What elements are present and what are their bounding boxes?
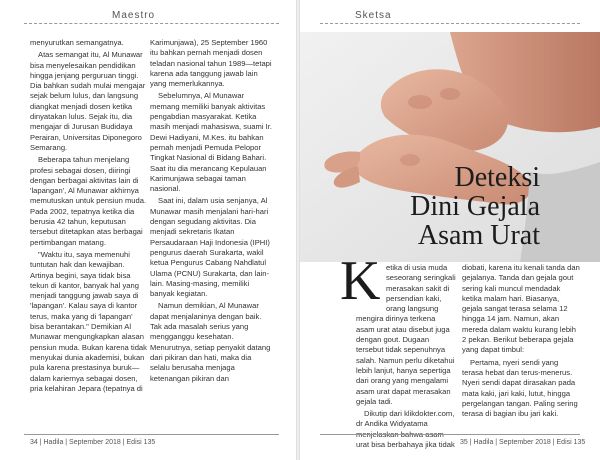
paragraph: Beberapa tahun menjelang profesi sebagai dosen, diiringi dengan berbagai aktivitas lain di 'lapangan', Al Munawar akhirnya memutuskan untuk pensiun muda. Pada 2002, tepatnya ketika dia berusia 42 tahun, keputusan tersebut ditetapkan atas berbagai pertimbangan matang. [30, 155, 147, 247]
section-label-sketsa: Sketsa [355, 10, 392, 21]
page-footer: 35 | Hadila | September 2018 | Edisi 135 [460, 439, 586, 446]
paragraph: Saat ini, dalam usia senjanya, Al Munawar masih menjalani hari-hari dengan segudang aktivitas. Dia menjadi sekretaris Ikatan Persaudaraan Haji Indonesia (IPHI) pengurus daerah Surakarta, wakil ketua Pengurus Cabang Nahdlatul Ulama (PCNU) Surakarta, dan lain-lain. Masing-masing, memiliki banyak kegiatan. [150, 196, 270, 299]
paragraph: "Waktu itu, saya memenuhi tuntutan hak dan kewajiban. Artinya begini, saya tidak bisa tekun di kantor, banyak hal yang menjadi tanggung jawab saya di 'lapangan'. Kalau saya di kantor terus, maka yang di 'lapangan' bisa berantakan." Demikian Al Munawar mengungkapkan alasan pensiun muda. Bukan karena tidak menyukai dunia akademisi, bukan pula karena prestasinya buruk—dalam kariernya sebagai dosen, pria kelahiran Jepara (tepatnya di [30, 249, 147, 393]
text-line: seseorang seringkali [386, 273, 456, 283]
right-column-2 [462, 263, 580, 421]
text-line: orang langsung [386, 304, 439, 314]
section-label-maestro: Maestro [112, 10, 156, 21]
paragraph: diobati, karena itu kenali tanda dan gejalanya. Tanda dan gejala gout sering kali muncul mendadak ketika malam hari. Biasanya, gejala sangat terasa selama 12 hingga 14 jam. Namun, akan mereda dalam waktu kurang lebih 2 pekan. Berikut beberapa gejala yang dapat timbul: [462, 263, 580, 355]
text-line: etika di usia muda [386, 263, 448, 272]
title-line: Deteksi [454, 162, 540, 193]
title-line: Asam Urat [417, 220, 540, 251]
text-line: persendian kaki, [386, 293, 442, 303]
left-page [0, 0, 296, 460]
footer-rule [320, 434, 580, 435]
article-title [340, 163, 540, 250]
footer-rule [24, 434, 279, 435]
title-line: Dini Gejala [410, 191, 540, 222]
text-line: merasakan sakit di [386, 283, 450, 293]
page-footer: 34 | Hadila | September 2018 | Edisi 135 [30, 439, 156, 446]
left-column-2 [150, 38, 272, 386]
paragraph: Sebelumnya, Al Munawar memang memiliki banyak aktivitas pengabdian masyarakat. Ketika masih menjadi mahasiswa, suami Ir. Dewi Hadiyani, M.Kes. itu bahkan pernah menjadi Pemuda Pelopor Tingkat Nasional di Bidang Bahari. Saat itu dia merancang Kepulauan Karimunjawa sebagai taman nasional. [150, 91, 272, 194]
header-rule [320, 23, 580, 24]
paragraph: mengira dirinya terkena asam urat atau disebut juga dengan gout. Dugaan tersebut tidak sepenuhnya salah. Namun perlu diketahui lebih lanjut, hanya sepertiga dari orang yang mengalami asam urat dapat merasakan gejala tadi. [356, 314, 455, 406]
left-column-1 [30, 38, 148, 396]
header-rule [24, 23, 279, 24]
paragraph: menyurutkan semangatnya. [30, 38, 124, 47]
paragraph: Atas semangat itu, Al Munawar bisa menyelesaikan pendidikan hingga jenjang perguruan tinggi. Dia bahkan sudah mulai mengajar sejak belum lulus, dan langsung diangkat menjadi dosen ketika dinyatakan lulus. Sejak itu, dia mengajar di Jurusan Budidaya Perairan, Universitas Diponegoro Semarang. [30, 50, 146, 152]
paragraph: Pertama, nyeri sendi yang terasa hebat dan terus-menerus. Nyeri sendi dapat dirasakan pada mata kaki, jari kaki, lutut, hingga pergelangan tangan. Paling sering terasa di bagian ibu jari kaki. [462, 357, 578, 419]
paragraph: Dikutip dari klikdokter.com, dr Andika Widyatama menjelaskan bahwa asam urat bisa berbahaya jika tidak [356, 409, 455, 450]
paragraph: Namun demikian, Al Munawar dapat menjalaninya dengan baik. Tak ada masalah serius yang mengganggu kesehatan. Menurutnya, setiap penyakit datang dari pikiran dan hati, maka dia selalu berusaha menjaga ketenangan pikiran dan [150, 301, 271, 383]
paragraph: Karimunjawa), 25 September 1960 itu bahkan pernah menjadi dosen teladan nasional tahun 1989—tetapi karena ada tanggung jawab lain yang memerlukannya. [150, 38, 272, 89]
drop-cap: K [340, 250, 381, 312]
